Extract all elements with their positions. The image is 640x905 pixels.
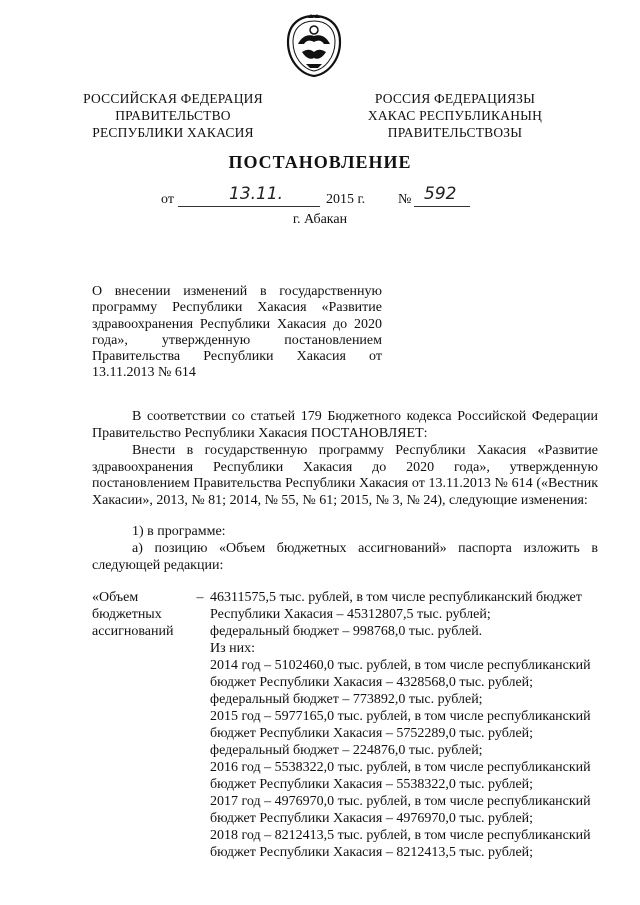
funding-line: 2015 год – 5977165,0 тыс. рублей, в том числе республиканский: [210, 709, 591, 724]
funding-label-line: «Объем: [92, 590, 139, 605]
funding-label-line: ассигнований: [92, 624, 174, 639]
header-left-line: РЕСПУБЛИКИ ХАКАСИЯ: [92, 125, 254, 140]
number-label: №: [398, 192, 412, 207]
paragraph-item-a: а) позицию «Объем бюджетных ассигнований» паспорта изложить в следующей редакции:: [92, 541, 598, 573]
funding-line: федеральный бюджет – 773892,0 тыс. рублей;: [210, 692, 483, 707]
paragraph-item-1: 1) в программе:: [132, 524, 226, 539]
funding-line: 46311575,5 тыс. рублей, в том числе республиканский бюджет: [210, 590, 582, 605]
coat-of-arms-emblem-icon: [284, 14, 344, 78]
header-left-line: ПРАВИТЕЛЬСТВО: [115, 108, 231, 123]
funding-line: Республики Хакасия – 45312807,5 тыс. рублей;: [210, 607, 491, 622]
paragraph-basis: В соответствии со статьей 179 Бюджетного кодекса Российской Федерации Правительство Республики Хакасия ПОСТАНОВЛЯЕТ:: [92, 409, 598, 441]
subject-block: О внесении изменений в государственную программу Республики Хакасия «Развитие здравоохранения Республики Хакасия до 2020 года», утвержденную постановлением Правительства Республики Хакасия от 13.11.2013 № 614: [92, 284, 382, 381]
funding-label-line: бюджетных: [92, 607, 162, 622]
funding-line: 2014 год – 5102460,0 тыс. рублей, в том числе республиканский: [210, 658, 591, 673]
funding-line: бюджет Республики Хакасия – 4976970,0 тыс. рублей;: [210, 811, 534, 826]
date-year: 2015 г.: [326, 192, 366, 207]
funding-line: 2018 год – 8212413,5 тыс. рублей, в том числе республиканский: [210, 828, 591, 843]
document-title: ПОСТАНОВЛЕНИЕ: [228, 152, 412, 172]
header-right-line: ХАКАС РЕСПУБЛИКАНЫҢ: [367, 108, 543, 123]
handwritten-date: 13.11.: [229, 184, 284, 204]
city-label: г. Абакан: [292, 212, 348, 227]
header-left-line: РОССИЙСКАЯ ФЕДЕРАЦИЯ: [83, 91, 263, 106]
funding-values: [210, 589, 602, 861]
funding-line: бюджет Республики Хакасия – 8212413,5 тыс. рублей;: [210, 845, 534, 860]
header-right-block: [350, 90, 560, 141]
funding-label: [92, 589, 192, 640]
funding-line: федеральный бюджет – 224876,0 тыс. рублей;: [210, 743, 483, 758]
funding-line: 2016 год – 5538322,0 тыс. рублей, в том числе республиканский: [210, 760, 591, 775]
funding-line: 2017 год – 4976970,0 тыс. рублей, в том числе республиканский: [210, 794, 591, 809]
paragraph-amend: Внести в государственную программу Республики Хакасия «Развитие здравоохранения Республики Хакасия до 2020 года», утвержденную постановлением Правительства Республики Хакасия от 13.11.2013 № 614 («Вестник Хакасии», 2013, № 81; 2014, № 55, № 61; 2015, № 3, № 24), следующие изменения:: [92, 443, 598, 508]
handwritten-number: 592: [424, 184, 457, 204]
funding-line: Из них:: [210, 641, 256, 656]
funding-line: федеральный бюджет – 998768,0 тыс. рублей.: [210, 624, 483, 639]
funding-line: бюджет Республики Хакасия – 5752289,0 тыс. рублей;: [210, 726, 534, 741]
date-from-label: от: [161, 192, 174, 207]
header-right-line: ПРАВИТЕЛЬСТВОЗЫ: [387, 125, 523, 140]
header-right-line: РОССИЯ ФЕДЕРАЦИЯЗЫ: [374, 91, 536, 106]
header-left-block: [68, 90, 278, 141]
funding-line: бюджет Республики Хакасия – 4328568,0 тыс. рублей;: [210, 675, 534, 690]
funding-dash: –: [196, 590, 204, 605]
funding-line: бюджет Республики Хакасия – 5538322,0 тыс. рублей;: [210, 777, 534, 792]
